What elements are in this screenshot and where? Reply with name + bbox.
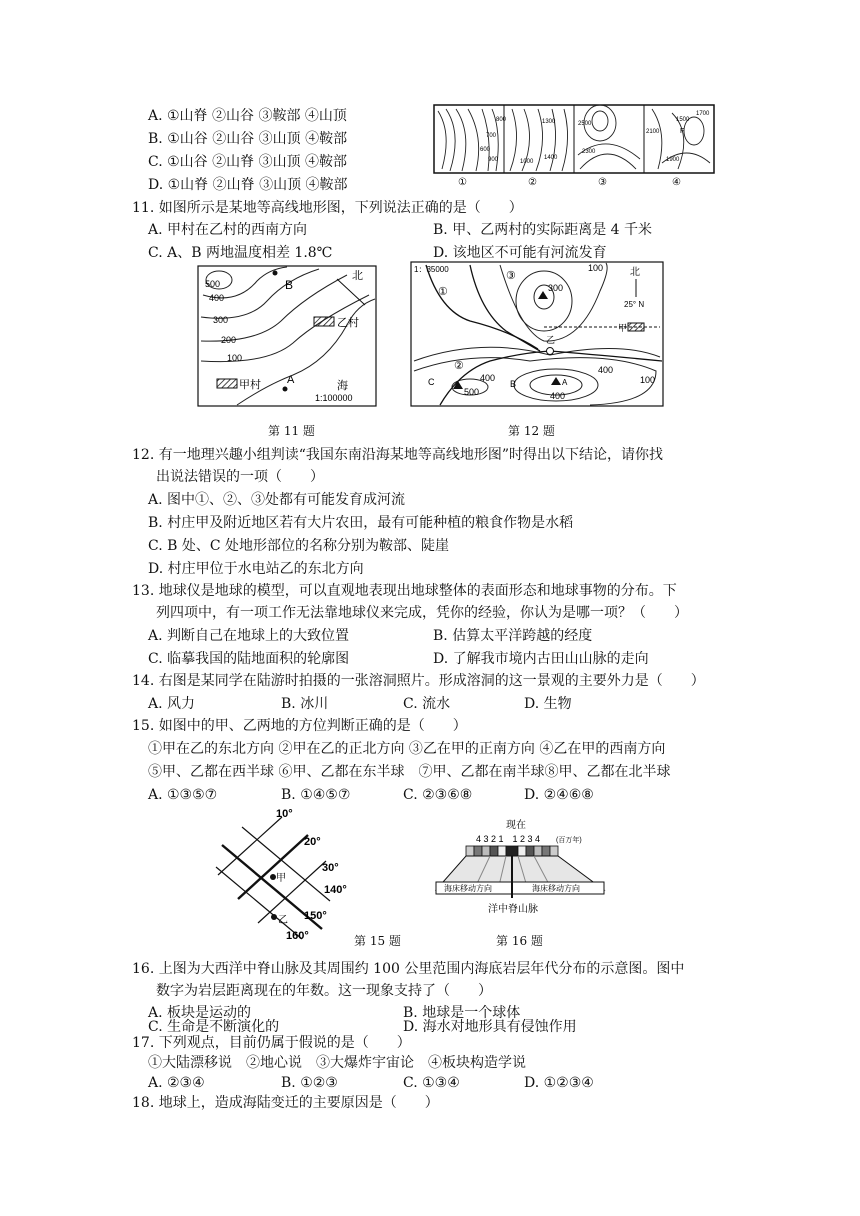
marker-2: ② — [454, 360, 464, 372]
contour-label: 100 — [640, 375, 656, 385]
q11-option-d: D. 该地区不可能有河流发育 — [433, 245, 607, 261]
q17-option-b: B. ①②③ — [281, 1075, 338, 1091]
q14-option-d: D. 生物 — [524, 696, 572, 712]
q15-option-c: C. ②③⑥⑧ — [403, 787, 473, 803]
scale-label: 1：35000 — [414, 265, 449, 274]
q14-option-b: B. 冰川 — [281, 696, 329, 712]
contour-label: 200 — [221, 335, 237, 345]
grid-label: 20° — [304, 836, 321, 848]
q10-num: 1400 — [544, 155, 558, 161]
q17-option-a: A. ②③④ — [148, 1075, 205, 1091]
q15-statements-1: ①甲在乙的东北方向 ②甲在乙的正北方向 ③乙在甲的正南方向 ④乙在甲的西南方向 — [148, 741, 666, 757]
q10-num: 1900 — [666, 157, 680, 163]
q17-option-c: C. ①③④ — [403, 1075, 460, 1091]
movement-left: 海床移动方向 — [444, 884, 492, 893]
point-label: B — [510, 379, 517, 389]
q11-caption: 第 11 题 — [268, 424, 315, 438]
point-label: A — [562, 378, 568, 387]
q15-grid-figure — [212, 803, 362, 943]
point-label: B — [285, 278, 294, 292]
q15-caption: 第 15 题 — [354, 934, 401, 948]
q15-option-b: B. ①④⑤⑦ — [281, 787, 351, 803]
q12-stem-line2: 出说法错误的一项（ ） — [156, 469, 324, 485]
station-label: 乙 — [546, 335, 556, 345]
q10-option-c: C. ①山谷 ②山脊 ③山顶 ④鞍部 — [148, 154, 348, 170]
q10-num: 800 — [496, 117, 507, 123]
ridge-label: 洋中脊山脉 — [488, 904, 538, 915]
q10-num: 600 — [480, 147, 491, 153]
q14-stem: 14. 右图是某同学在陆游时拍摄的一张溶洞照片。形成溶洞的这一景观的主要外力是（ ） — [132, 673, 705, 689]
age-labels: 4 3 2 1 1 2 3 4 — [476, 834, 541, 844]
movement-right: 海床移动方向 — [532, 884, 580, 893]
q10-num: 2300 — [582, 149, 596, 155]
q10-num: 700 — [486, 133, 497, 139]
contour-label: 300 — [213, 315, 229, 325]
contour-label: 500 — [205, 279, 221, 289]
q15-stem: 15. 如图中的甲、乙两地的方位判断正确的是（ ） — [132, 718, 467, 734]
contour-label: 500 — [464, 387, 480, 397]
marker-1: ① — [438, 286, 448, 298]
contour-label: 400 — [209, 293, 225, 303]
q17-stem: 17. 下列观点，目前仍属于假说的是（ ） — [132, 1035, 411, 1051]
q11-stem: 11. 如图所示是某地等高线地形图，下列说法正确的是（ ） — [132, 200, 523, 216]
q12-contour-map — [410, 261, 664, 407]
contour-label: 400 — [550, 391, 566, 401]
contour-label: 400 — [598, 365, 614, 375]
q16-stem-line2: 数字为岩层距离现在的年数。这一现象支持了（ ） — [156, 983, 492, 999]
point-label: C — [428, 377, 435, 387]
point-yi: 乙 — [278, 915, 288, 926]
sea-label: 海 — [337, 380, 348, 392]
q12-option-a: A. 图中①、②、③处都有可能发育成河流 — [148, 492, 406, 508]
north-label: 北 — [630, 267, 640, 278]
q13-option-b: B. 估算太平洋跨越的经度 — [433, 628, 593, 644]
grid-label: 10° — [276, 808, 293, 820]
q12-option-c: C. B 处、C 处地形部位的名称分别为鞍部、陡崖 — [148, 538, 450, 554]
q17-option-d: D. ①②③④ — [524, 1075, 594, 1091]
q11-contour-map — [197, 265, 377, 407]
q16-option-b: B. 地球是一个球体 — [403, 1005, 521, 1021]
q12-caption: 第 12 题 — [508, 424, 555, 438]
village-label: 甲村 — [239, 379, 261, 391]
q10-num: 1300 — [542, 119, 556, 125]
q15-option-a: A. ①③⑤⑦ — [148, 787, 218, 803]
q15-option-d: D. ②④⑥⑧ — [524, 787, 594, 803]
grid-label: 140° — [324, 884, 347, 896]
q10-num: 900 — [488, 157, 499, 163]
q13-stem-line1: 13. 地球仪是地球的模型，可以直观地表现出地球整体的表面形态和地球事物的分布。下 — [132, 583, 677, 599]
q16-option-d: D. 海水对地形具有侵蚀作用 — [403, 1019, 577, 1035]
marker-3: ③ — [506, 270, 516, 282]
q13-stem-line2: 列四项中，有一项工作无法靠地球仪来完成，凭你的经验，你认为是哪一项？（ ） — [156, 605, 688, 621]
q11-option-a: A. 甲村在乙村的西南方向 — [148, 222, 308, 238]
q12-option-d: D. 村庄甲位于水电站乙的东北方向 — [148, 561, 364, 577]
now-label: 现在 — [506, 820, 526, 831]
q18-stem: 18. 地球上，造成海陆变迁的主要原因是（ ） — [132, 1095, 439, 1111]
q13-option-c: C. 临摹我国的陆地面积的轮廓图 — [148, 651, 350, 667]
village-label: 甲 — [618, 323, 628, 333]
q15-statements-2: ⑤甲、乙都在西半球 ⑥甲、乙都在东半球 ⑦甲、乙都在南半球⑧甲、乙都在北半球 — [148, 764, 671, 780]
q10-panel-label: ④ — [672, 177, 681, 187]
latitude-label: 25° N — [624, 300, 645, 309]
q10-num: 1500 — [676, 117, 690, 123]
q10-num: 2100 — [646, 129, 660, 135]
q10-num: F — [680, 128, 685, 135]
q10-option-b: B. ①山谷 ②山谷 ③山顶 ④鞍部 — [148, 131, 348, 147]
q12-option-b: B. 村庄甲及附近地区若有大片农田，最有可能种植的粮食作物是水稻 — [148, 515, 574, 531]
contour-label: 100 — [227, 353, 243, 363]
q10-num: 1700 — [696, 111, 710, 117]
q16-caption: 第 16 题 — [496, 934, 543, 948]
q16-stem-line1: 16. 上图为大西洋中脊山脉及其周围约 100 公里范围内海底岩层年代分布的示意图。图中 — [132, 961, 685, 977]
village-label: 乙村 — [337, 317, 359, 329]
point-label: A — [287, 374, 295, 386]
grid-label: 30° — [322, 862, 339, 874]
q10-panel-label: ② — [528, 177, 537, 187]
q16-option-c: C. 生命是不断演化的 — [148, 1019, 280, 1035]
q10-option-a: A. ①山脊 ②山谷 ③鞍部 ④山顶 — [148, 108, 347, 124]
unit-label: (百万年) — [556, 837, 582, 844]
q17-items: ①大陆漂移说 ②地心说 ③大爆炸宇宙论 ④板块构造学说 — [148, 1055, 526, 1071]
north-label: 北 — [352, 270, 363, 282]
q11-option-b: B. 甲、乙两村的实际距离是 4 千米 — [433, 222, 652, 238]
q12-stem-line1: 12. 有一地理兴趣小组判读“我国东南沿海某地等高线地形图”时得出以下结论，请你找 — [132, 447, 664, 463]
contour-label: 300 — [548, 283, 564, 293]
grid-label: 160° — [286, 930, 309, 942]
q16-ridge-figure — [428, 818, 612, 920]
q14-option-c: C. 流水 — [403, 696, 451, 712]
q10-panel-label: ① — [458, 177, 467, 187]
q10-num: 2500 — [578, 121, 592, 127]
contour-label: 400 — [480, 373, 496, 383]
scale-label: 1:100000 — [315, 393, 353, 403]
q10-panel-label: ③ — [598, 177, 607, 187]
grid-label: 150° — [304, 910, 327, 922]
contour-label: 100 — [588, 263, 604, 273]
q10-num: 1000 — [520, 159, 534, 165]
q10-contour-figure — [432, 103, 716, 187]
q14-option-a: A. 风力 — [148, 696, 196, 712]
q13-option-d: D. 了解我市境内古田山山脉的走向 — [433, 651, 649, 667]
q10-option-d: D. ①山脊 ②山脊 ③山顶 ④鞍部 — [148, 177, 348, 193]
q13-option-a: A. 判断自己在地球上的大致位置 — [148, 628, 350, 644]
point-jia: 甲 — [276, 873, 286, 884]
q16-option-a: A. 板块是运动的 — [148, 1005, 252, 1021]
q11-option-c: C. A、B 两地温度相差 1.8℃ — [148, 245, 333, 261]
